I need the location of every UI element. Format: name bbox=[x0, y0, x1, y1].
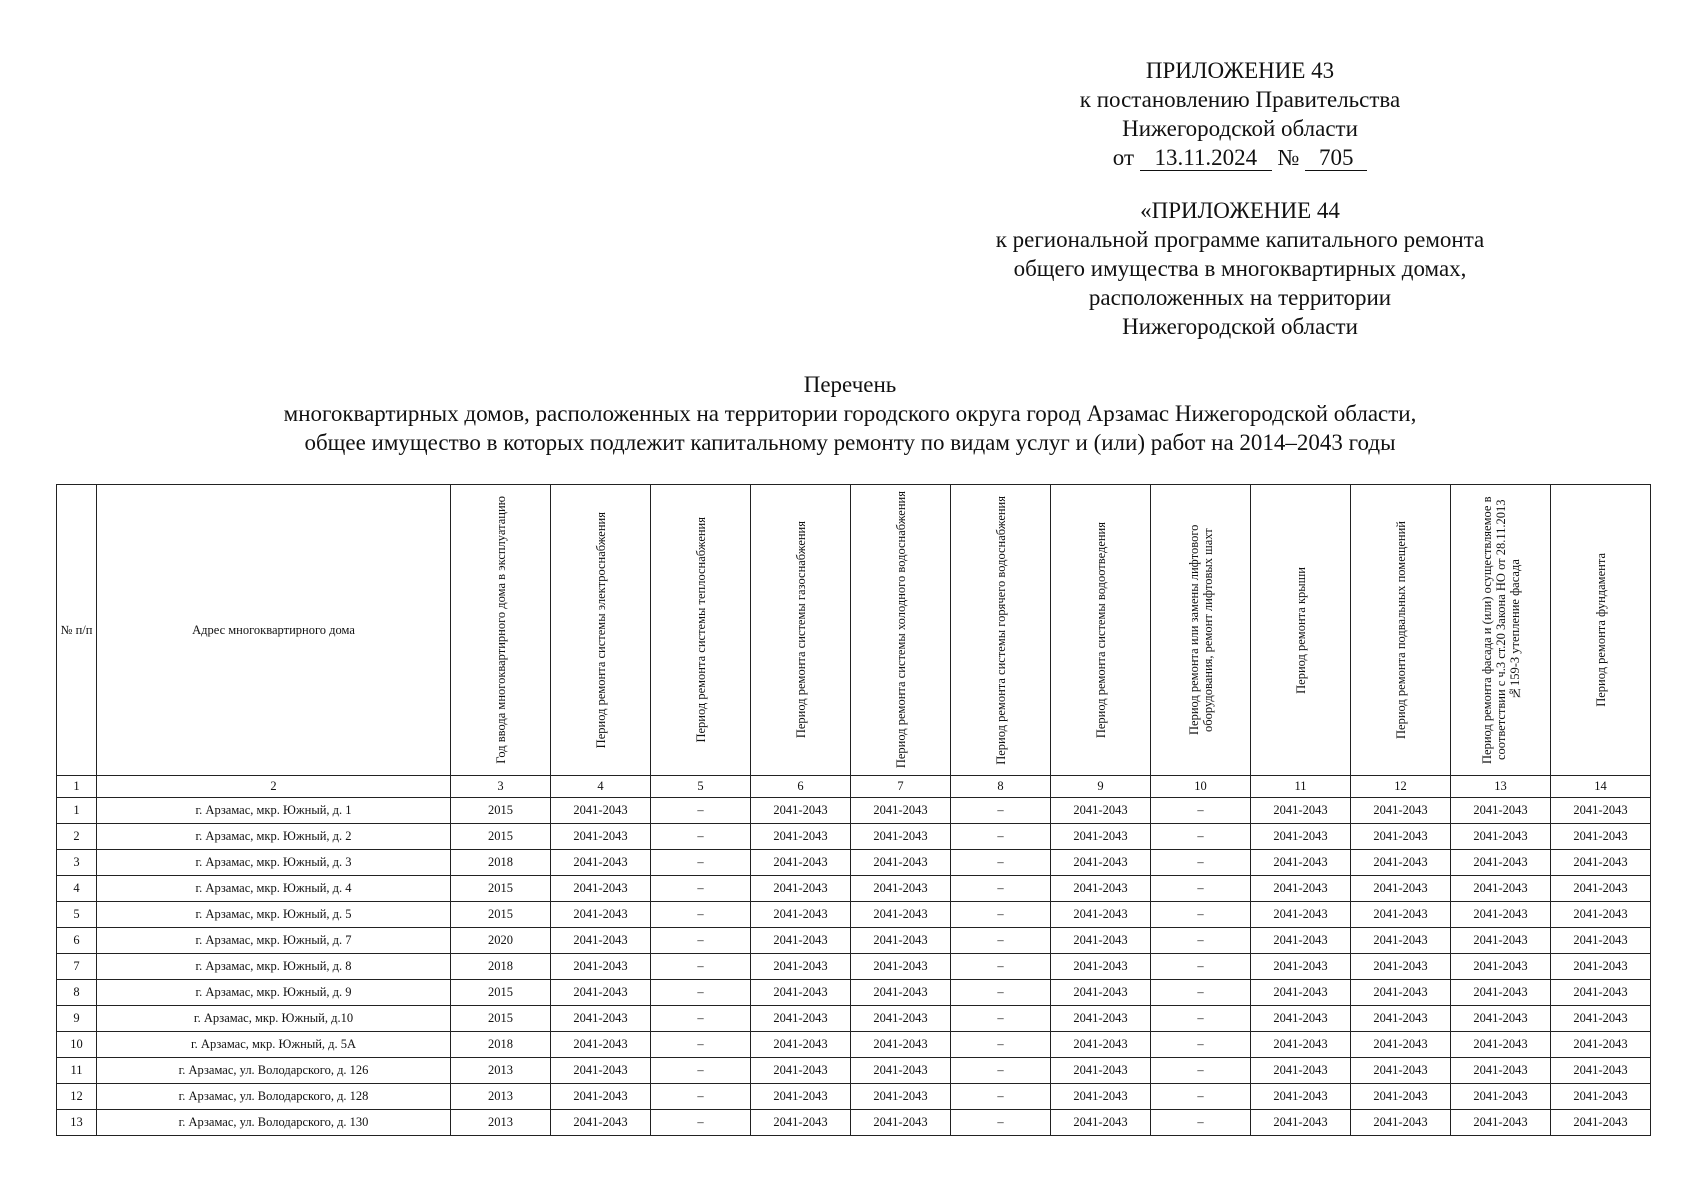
row-number-cell: 4 bbox=[57, 876, 97, 902]
elevator-cell: – bbox=[1151, 928, 1251, 954]
table-row bbox=[57, 824, 1651, 850]
roof-cell: 2041-2043 bbox=[1251, 902, 1351, 928]
heat-cell: – bbox=[651, 876, 751, 902]
heat-cell: – bbox=[651, 1110, 751, 1136]
column-number: 12 bbox=[1351, 776, 1451, 798]
facade-cell: 2041-2043 bbox=[1451, 850, 1551, 876]
header-basement: Период ремонта подвальных помещений bbox=[1351, 485, 1451, 776]
roof-cell: 2041-2043 bbox=[1251, 1084, 1351, 1110]
elevator-cell: – bbox=[1151, 1058, 1251, 1084]
gas-cell: 2041-2043 bbox=[751, 1058, 851, 1084]
column-number: 5 bbox=[651, 776, 751, 798]
address-cell: г. Арзамас, ул. Володарского, д. 128 bbox=[97, 1084, 451, 1110]
address-cell: г. Арзамас, мкр. Южный, д. 9 bbox=[97, 980, 451, 1006]
heat-cell: – bbox=[651, 1084, 751, 1110]
hot-water-cell: – bbox=[951, 1006, 1051, 1032]
electric-cell: 2041-2043 bbox=[551, 902, 651, 928]
facade-cell: 2041-2043 bbox=[1451, 928, 1551, 954]
column-number: 13 bbox=[1451, 776, 1551, 798]
sewerage-cell: 2041-2043 bbox=[1051, 1110, 1151, 1136]
foundation-cell: 2041-2043 bbox=[1551, 902, 1651, 928]
gas-cell: 2041-2043 bbox=[751, 850, 851, 876]
table-row bbox=[57, 902, 1651, 928]
sewerage-cell: 2041-2043 bbox=[1051, 954, 1151, 980]
cold-water-cell: 2041-2043 bbox=[851, 1006, 951, 1032]
foundation-cell: 2041-2043 bbox=[1551, 824, 1651, 850]
heat-cell: – bbox=[651, 798, 751, 824]
cold-water-cell: 2041-2043 bbox=[851, 928, 951, 954]
gas-cell: 2041-2043 bbox=[751, 902, 851, 928]
foundation-cell: 2041-2043 bbox=[1551, 876, 1651, 902]
table-row bbox=[57, 980, 1651, 1006]
cold-water-cell: 2041-2043 bbox=[851, 1032, 951, 1058]
elevator-cell: – bbox=[1151, 798, 1251, 824]
roof-cell: 2041-2043 bbox=[1251, 1110, 1351, 1136]
column-number: 1 bbox=[57, 776, 97, 798]
electric-cell: 2041-2043 bbox=[551, 824, 651, 850]
hot-water-cell: – bbox=[951, 876, 1051, 902]
basement-cell: 2041-2043 bbox=[1351, 798, 1451, 824]
gas-cell: 2041-2043 bbox=[751, 980, 851, 1006]
table-row bbox=[57, 1058, 1651, 1084]
address-cell: г. Арзамас, ул. Володарского, д. 130 bbox=[97, 1110, 451, 1136]
facade-cell: 2041-2043 bbox=[1451, 1058, 1551, 1084]
elevator-cell: – bbox=[1151, 876, 1251, 902]
year-cell: 2013 bbox=[451, 1110, 551, 1136]
foundation-cell: 2041-2043 bbox=[1551, 1032, 1651, 1058]
table-row bbox=[57, 1032, 1651, 1058]
basement-cell: 2041-2043 bbox=[1351, 824, 1451, 850]
hot-water-cell: – bbox=[951, 1084, 1051, 1110]
column-number: 6 bbox=[751, 776, 851, 798]
gas-cell: 2041-2043 bbox=[751, 954, 851, 980]
gas-cell: 2041-2043 bbox=[751, 928, 851, 954]
heat-cell: – bbox=[651, 1032, 751, 1058]
year-cell: 2020 bbox=[451, 928, 551, 954]
elevator-cell: – bbox=[1151, 1084, 1251, 1110]
address-cell: г. Арзамас, мкр. Южный, д. 1 bbox=[97, 798, 451, 824]
electric-cell: 2041-2043 bbox=[551, 928, 651, 954]
row-number-cell: 13 bbox=[57, 1110, 97, 1136]
table-row bbox=[57, 850, 1651, 876]
appendix-44-block bbox=[920, 196, 1560, 341]
column-number: 2 bbox=[97, 776, 451, 798]
appendix-44-line3: расположенных на территории bbox=[1088, 285, 1392, 310]
elevator-cell: – bbox=[1151, 1032, 1251, 1058]
header-address: Адрес многоквартирного дома bbox=[97, 485, 451, 776]
basement-cell: 2041-2043 bbox=[1351, 1084, 1451, 1110]
year-cell: 2015 bbox=[451, 824, 551, 850]
year-cell: 2015 bbox=[451, 1006, 551, 1032]
row-number-cell: 1 bbox=[57, 798, 97, 824]
elevator-cell: – bbox=[1151, 1110, 1251, 1136]
column-number: 7 bbox=[851, 776, 951, 798]
list-title-line3: общее имущество в которых подлежит капитальному ремонту по видам услуг и (или) работ на 2014–2043 годы bbox=[304, 430, 1396, 455]
roof-cell: 2041-2043 bbox=[1251, 824, 1351, 850]
roof-cell: 2041-2043 bbox=[1251, 798, 1351, 824]
list-title-line2: многоквартирных домов, расположенных на территории городского округа город Арзамас Нижегородской области, bbox=[283, 401, 1417, 426]
roof-cell: 2041-2043 bbox=[1251, 850, 1351, 876]
cold-water-cell: 2041-2043 bbox=[851, 850, 951, 876]
elevator-cell: – bbox=[1151, 980, 1251, 1006]
row-number-cell: 12 bbox=[57, 1084, 97, 1110]
decree-date: 13.11.2024 bbox=[1140, 146, 1272, 171]
electric-cell: 2041-2043 bbox=[551, 980, 651, 1006]
table-row bbox=[57, 1084, 1651, 1110]
cold-water-cell: 2041-2043 bbox=[851, 1084, 951, 1110]
column-number: 3 bbox=[451, 776, 551, 798]
sewerage-cell: 2041-2043 bbox=[1051, 1084, 1151, 1110]
row-number-cell: 6 bbox=[57, 928, 97, 954]
cold-water-cell: 2041-2043 bbox=[851, 1110, 951, 1136]
sewerage-cell: 2041-2043 bbox=[1051, 980, 1151, 1006]
year-cell: 2013 bbox=[451, 1058, 551, 1084]
gas-cell: 2041-2043 bbox=[751, 1084, 851, 1110]
foundation-cell: 2041-2043 bbox=[1551, 1006, 1651, 1032]
heat-cell: – bbox=[651, 902, 751, 928]
address-cell: г. Арзамас, мкр. Южный, д. 2 bbox=[97, 824, 451, 850]
sewerage-cell: 2041-2043 bbox=[1051, 876, 1151, 902]
appendix-43-title: ПРИЛОЖЕНИЕ 43 bbox=[1145, 58, 1335, 83]
gas-cell: 2041-2043 bbox=[751, 876, 851, 902]
cold-water-cell: 2041-2043 bbox=[851, 954, 951, 980]
gas-cell: 2041-2043 bbox=[751, 824, 851, 850]
year-cell: 2018 bbox=[451, 850, 551, 876]
foundation-cell: 2041-2043 bbox=[1551, 1110, 1651, 1136]
sewerage-cell: 2041-2043 bbox=[1051, 824, 1151, 850]
basement-cell: 2041-2043 bbox=[1351, 850, 1451, 876]
sewerage-cell: 2041-2043 bbox=[1051, 798, 1151, 824]
heat-cell: – bbox=[651, 980, 751, 1006]
elevator-cell: – bbox=[1151, 824, 1251, 850]
column-number: 9 bbox=[1051, 776, 1151, 798]
address-cell: г. Арзамас, мкр. Южный, д. 4 bbox=[97, 876, 451, 902]
year-cell: 2015 bbox=[451, 876, 551, 902]
hot-water-cell: – bbox=[951, 1110, 1051, 1136]
heat-cell: – bbox=[651, 1006, 751, 1032]
sewerage-cell: 2041-2043 bbox=[1051, 1058, 1151, 1084]
roof-cell: 2041-2043 bbox=[1251, 1058, 1351, 1084]
electric-cell: 2041-2043 bbox=[551, 876, 651, 902]
gas-cell: 2041-2043 bbox=[751, 798, 851, 824]
foundation-cell: 2041-2043 bbox=[1551, 980, 1651, 1006]
row-number-cell: 2 bbox=[57, 824, 97, 850]
row-number-cell: 3 bbox=[57, 850, 97, 876]
list-title bbox=[130, 370, 1570, 457]
hot-water-cell: – bbox=[951, 824, 1051, 850]
header-roof: Период ремонта крыши bbox=[1251, 485, 1351, 776]
hot-water-cell: – bbox=[951, 850, 1051, 876]
cold-water-cell: 2041-2043 bbox=[851, 824, 951, 850]
column-number: 8 bbox=[951, 776, 1051, 798]
foundation-cell: 2041-2043 bbox=[1551, 1058, 1651, 1084]
cold-water-cell: 2041-2043 bbox=[851, 1058, 951, 1084]
decree-number: 705 bbox=[1305, 146, 1367, 171]
electric-cell: 2041-2043 bbox=[551, 798, 651, 824]
address-cell: г. Арзамас, ул. Володарского, д. 126 bbox=[97, 1058, 451, 1084]
appendix-43-block bbox=[1000, 56, 1480, 172]
basement-cell: 2041-2043 bbox=[1351, 902, 1451, 928]
cold-water-cell: 2041-2043 bbox=[851, 876, 951, 902]
appendix-43-line2: Нижегородской области bbox=[1122, 116, 1358, 141]
appendix-44-line2: общего имущества в многоквартирных домах, bbox=[1013, 256, 1467, 281]
gas-cell: 2041-2043 bbox=[751, 1032, 851, 1058]
facade-cell: 2041-2043 bbox=[1451, 824, 1551, 850]
year-cell: 2015 bbox=[451, 798, 551, 824]
electric-cell: 2041-2043 bbox=[551, 1110, 651, 1136]
houses-table bbox=[56, 484, 1651, 1136]
electric-cell: 2041-2043 bbox=[551, 1006, 651, 1032]
list-title-line1: Перечень bbox=[803, 372, 897, 397]
foundation-cell: 2041-2043 bbox=[1551, 928, 1651, 954]
year-cell: 2018 bbox=[451, 1032, 551, 1058]
facade-cell: 2041-2043 bbox=[1451, 1110, 1551, 1136]
header-cold-water: Период ремонта системы холодного водоснабжения bbox=[851, 485, 951, 776]
address-cell: г. Арзамас, мкр. Южный, д. 5А bbox=[97, 1032, 451, 1058]
cold-water-cell: 2041-2043 bbox=[851, 798, 951, 824]
elevator-cell: – bbox=[1151, 850, 1251, 876]
roof-cell: 2041-2043 bbox=[1251, 1006, 1351, 1032]
header-foundation: Период ремонта фундамента bbox=[1551, 485, 1651, 776]
address-cell: г. Арзамас, мкр. Южный, д.10 bbox=[97, 1006, 451, 1032]
heat-cell: – bbox=[651, 824, 751, 850]
hot-water-cell: – bbox=[951, 902, 1051, 928]
header-facade: Период ремонта фасада и (или) осуществляемое в соответствии с ч.3 ст.20 Закона НО от 28.11.2013 №159-З утепление фасада bbox=[1451, 485, 1551, 776]
electric-cell: 2041-2043 bbox=[551, 1032, 651, 1058]
hot-water-cell: – bbox=[951, 954, 1051, 980]
address-cell: г. Арзамас, мкр. Южный, д. 7 bbox=[97, 928, 451, 954]
year-cell: 2013 bbox=[451, 1084, 551, 1110]
foundation-cell: 2041-2043 bbox=[1551, 954, 1651, 980]
roof-cell: 2041-2043 bbox=[1251, 954, 1351, 980]
heat-cell: – bbox=[651, 850, 751, 876]
appendix-43-line1: к постановлению Правительства bbox=[1079, 87, 1401, 112]
row-number-cell: 11 bbox=[57, 1058, 97, 1084]
table-row bbox=[57, 798, 1651, 824]
roof-cell: 2041-2043 bbox=[1251, 1032, 1351, 1058]
header-row bbox=[57, 485, 1651, 776]
row-number-cell: 7 bbox=[57, 954, 97, 980]
appendix-44-title: «ПРИЛОЖЕНИЕ 44 bbox=[1140, 198, 1340, 223]
facade-cell: 2041-2043 bbox=[1451, 1006, 1551, 1032]
foundation-cell: 2041-2043 bbox=[1551, 1084, 1651, 1110]
header-sewerage: Период ремонта системы водоотведения bbox=[1051, 485, 1151, 776]
header-hot-water: Период ремонта системы горячего водоснабжения bbox=[951, 485, 1051, 776]
elevator-cell: – bbox=[1151, 902, 1251, 928]
cold-water-cell: 2041-2043 bbox=[851, 980, 951, 1006]
electric-cell: 2041-2043 bbox=[551, 850, 651, 876]
heat-cell: – bbox=[651, 954, 751, 980]
header-number: № п/п bbox=[57, 485, 97, 776]
gas-cell: 2041-2043 bbox=[751, 1110, 851, 1136]
electric-cell: 2041-2043 bbox=[551, 1058, 651, 1084]
row-number-cell: 5 bbox=[57, 902, 97, 928]
table-row bbox=[57, 1110, 1651, 1136]
facade-cell: 2041-2043 bbox=[1451, 798, 1551, 824]
facade-cell: 2041-2043 bbox=[1451, 954, 1551, 980]
table-row bbox=[57, 876, 1651, 902]
column-number: 10 bbox=[1151, 776, 1251, 798]
electric-cell: 2041-2043 bbox=[551, 954, 651, 980]
basement-cell: 2041-2043 bbox=[1351, 876, 1451, 902]
row-number-cell: 8 bbox=[57, 980, 97, 1006]
basement-cell: 2041-2043 bbox=[1351, 954, 1451, 980]
number-label: № bbox=[1277, 145, 1300, 170]
year-cell: 2015 bbox=[451, 980, 551, 1006]
sewerage-cell: 2041-2043 bbox=[1051, 928, 1151, 954]
heat-cell: – bbox=[651, 928, 751, 954]
column-number-row bbox=[57, 776, 1651, 798]
basement-cell: 2041-2043 bbox=[1351, 1058, 1451, 1084]
heat-cell: – bbox=[651, 1058, 751, 1084]
basement-cell: 2041-2043 bbox=[1351, 1032, 1451, 1058]
facade-cell: 2041-2043 bbox=[1451, 1032, 1551, 1058]
from-label: от bbox=[1112, 145, 1135, 170]
header-commissioning-year: Год ввода многоквартирного дома в эксплуатацию bbox=[451, 485, 551, 776]
column-number: 4 bbox=[551, 776, 651, 798]
address-cell: г. Арзамас, мкр. Южный, д. 3 bbox=[97, 850, 451, 876]
elevator-cell: – bbox=[1151, 954, 1251, 980]
basement-cell: 2041-2043 bbox=[1351, 1006, 1451, 1032]
appendix-44-line4: Нижегородской области bbox=[1122, 314, 1358, 339]
hot-water-cell: – bbox=[951, 928, 1051, 954]
address-cell: г. Арзамас, мкр. Южный, д. 8 bbox=[97, 954, 451, 980]
facade-cell: 2041-2043 bbox=[1451, 902, 1551, 928]
header-heat-supply: Период ремонта системы теплоснабжения bbox=[651, 485, 751, 776]
column-number: 14 bbox=[1551, 776, 1651, 798]
elevator-cell: – bbox=[1151, 1006, 1251, 1032]
basement-cell: 2041-2043 bbox=[1351, 980, 1451, 1006]
address-cell: г. Арзамас, мкр. Южный, д. 5 bbox=[97, 902, 451, 928]
header-electric-supply: Период ремонта системы электроснабжения bbox=[551, 485, 651, 776]
facade-cell: 2041-2043 bbox=[1451, 980, 1551, 1006]
foundation-cell: 2041-2043 bbox=[1551, 850, 1651, 876]
row-number-cell: 10 bbox=[57, 1032, 97, 1058]
sewerage-cell: 2041-2043 bbox=[1051, 1032, 1151, 1058]
table-row bbox=[57, 1006, 1651, 1032]
gas-cell: 2041-2043 bbox=[751, 1006, 851, 1032]
foundation-cell: 2041-2043 bbox=[1551, 798, 1651, 824]
cold-water-cell: 2041-2043 bbox=[851, 902, 951, 928]
table-row bbox=[57, 954, 1651, 980]
sewerage-cell: 2041-2043 bbox=[1051, 850, 1151, 876]
roof-cell: 2041-2043 bbox=[1251, 980, 1351, 1006]
year-cell: 2018 bbox=[451, 954, 551, 980]
hot-water-cell: – bbox=[951, 1032, 1051, 1058]
hot-water-cell: – bbox=[951, 798, 1051, 824]
hot-water-cell: – bbox=[951, 1058, 1051, 1084]
appendix-43-date-line bbox=[1000, 143, 1480, 172]
appendix-44-line1: к региональной программе капитального ремонта bbox=[995, 227, 1485, 252]
basement-cell: 2041-2043 bbox=[1351, 1110, 1451, 1136]
sewerage-cell: 2041-2043 bbox=[1051, 1006, 1151, 1032]
facade-cell: 2041-2043 bbox=[1451, 876, 1551, 902]
roof-cell: 2041-2043 bbox=[1251, 876, 1351, 902]
row-number-cell: 9 bbox=[57, 1006, 97, 1032]
column-number: 11 bbox=[1251, 776, 1351, 798]
header-elevator: Период ремонта или замены лифтового оборудования, ремонт лифтовых шахт bbox=[1151, 485, 1251, 776]
hot-water-cell: – bbox=[951, 980, 1051, 1006]
table-row bbox=[57, 928, 1651, 954]
facade-cell: 2041-2043 bbox=[1451, 1084, 1551, 1110]
electric-cell: 2041-2043 bbox=[551, 1084, 651, 1110]
basement-cell: 2041-2043 bbox=[1351, 928, 1451, 954]
header-gas-supply: Период ремонта системы газоснабжения bbox=[751, 485, 851, 776]
year-cell: 2015 bbox=[451, 902, 551, 928]
table-body bbox=[57, 798, 1651, 1136]
sewerage-cell: 2041-2043 bbox=[1051, 902, 1151, 928]
roof-cell: 2041-2043 bbox=[1251, 928, 1351, 954]
